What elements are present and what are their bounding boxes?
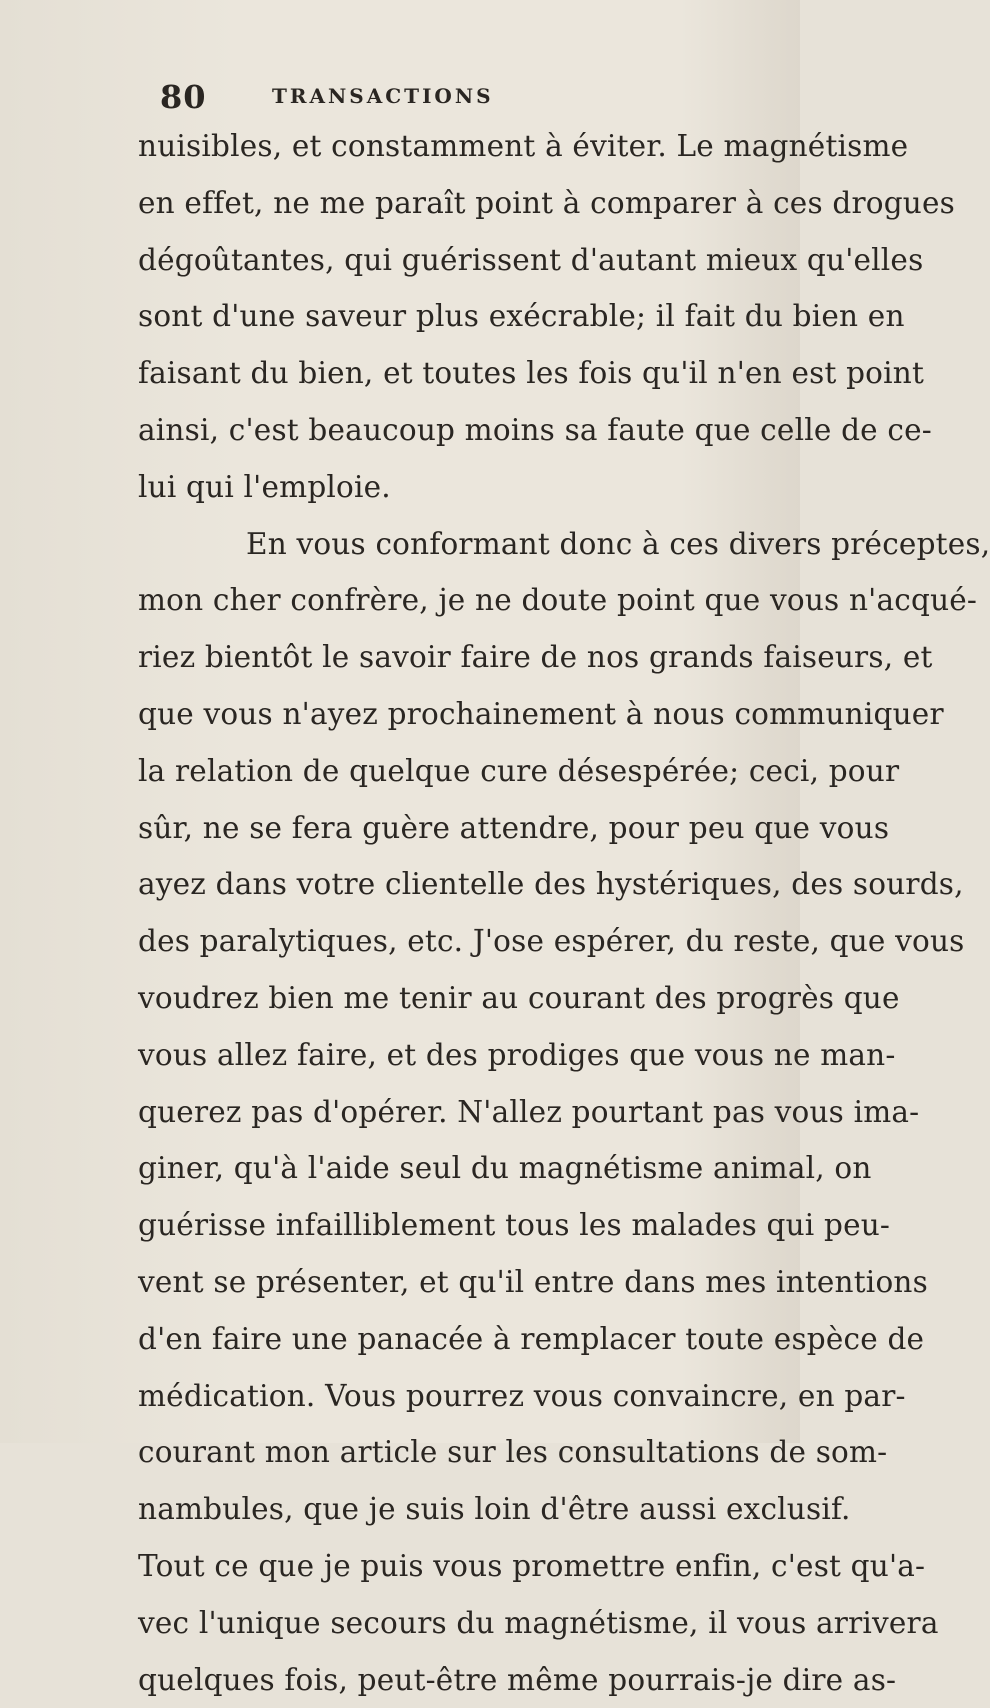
text-line: vec l'unique secours du magnétisme, il vous arrivera — [138, 1605, 939, 1640]
text-line: nambules, que je suis loin d'être aussi exclusif. — [138, 1492, 851, 1527]
text-line: giner, qu'à l'aide seul du magnétisme animal, on — [138, 1151, 872, 1186]
text-line: ainsi, c'est beaucoup moins sa faute que celle de ce- — [138, 412, 932, 447]
text-line: vous allez faire, et des prodiges que vous ne man- — [138, 1037, 896, 1072]
text-line: mon cher confrère, je ne doute point que vous n'acqué- — [138, 583, 978, 618]
text-line: que vous n'ayez prochainement à nous communiquer — [138, 696, 944, 731]
text-line: en effet, ne me paraît point à comparer à ces drogues — [138, 185, 955, 220]
text-line: lui qui l'emploie. — [138, 469, 391, 504]
text-line: voudrez bien me tenir au courant des progrès que — [138, 980, 900, 1015]
text-line: vent se présenter, et qu'il entre dans mes intentions — [138, 1264, 928, 1299]
text-line: Tout ce que je puis vous promettre enfin, c'est qu'a- — [138, 1548, 926, 1583]
text-line: médication. Vous pourrez vous convaincre, en par- — [138, 1378, 906, 1413]
page-header — [160, 78, 720, 118]
text-line: courant mon article sur les consultations de som- — [138, 1435, 888, 1470]
text-line: ayez dans votre clientelle des hystériques, des sourds, — [138, 867, 964, 902]
text-line: d'en faire une panacée à remplacer toute espèce de — [138, 1321, 925, 1356]
text-line: querez pas d'opérer. N'allez pourtant pas vous ima- — [138, 1094, 920, 1129]
text-line: la relation de quelque cure désespérée; ceci, pour — [138, 753, 900, 788]
body-text — [138, 118, 990, 1708]
text-line: faisant du bien, et toutes les fois qu'il n'en est point — [138, 356, 925, 391]
text-line: En vous conformant donc à ces divers préceptes, — [246, 526, 990, 561]
text-line: guérisse infailliblement tous les malades qui peu- — [138, 1208, 891, 1243]
text-line: nuisibles, et constamment à éviter. Le magnétisme — [138, 129, 909, 163]
page-number: 80 — [160, 78, 207, 116]
text-line: dégoûtantes, qui guérissent d'autant mieux qu'elles — [138, 242, 924, 277]
text-line: sont d'une saveur plus exécrable; il fait du bien en — [138, 299, 905, 334]
text-line: des paralytiques, etc. J'ose espérer, du reste, que vous — [138, 924, 965, 959]
text-line: quelques fois, peut-être même pourrais-je dire as- — [138, 1662, 897, 1697]
text-line: sûr, ne se fera guère attendre, pour peu que vous — [138, 810, 890, 845]
text-line: riez bientôt le savoir faire de nos grands faiseurs, et — [138, 640, 933, 675]
running-head: TRANSACTIONS — [272, 84, 494, 108]
